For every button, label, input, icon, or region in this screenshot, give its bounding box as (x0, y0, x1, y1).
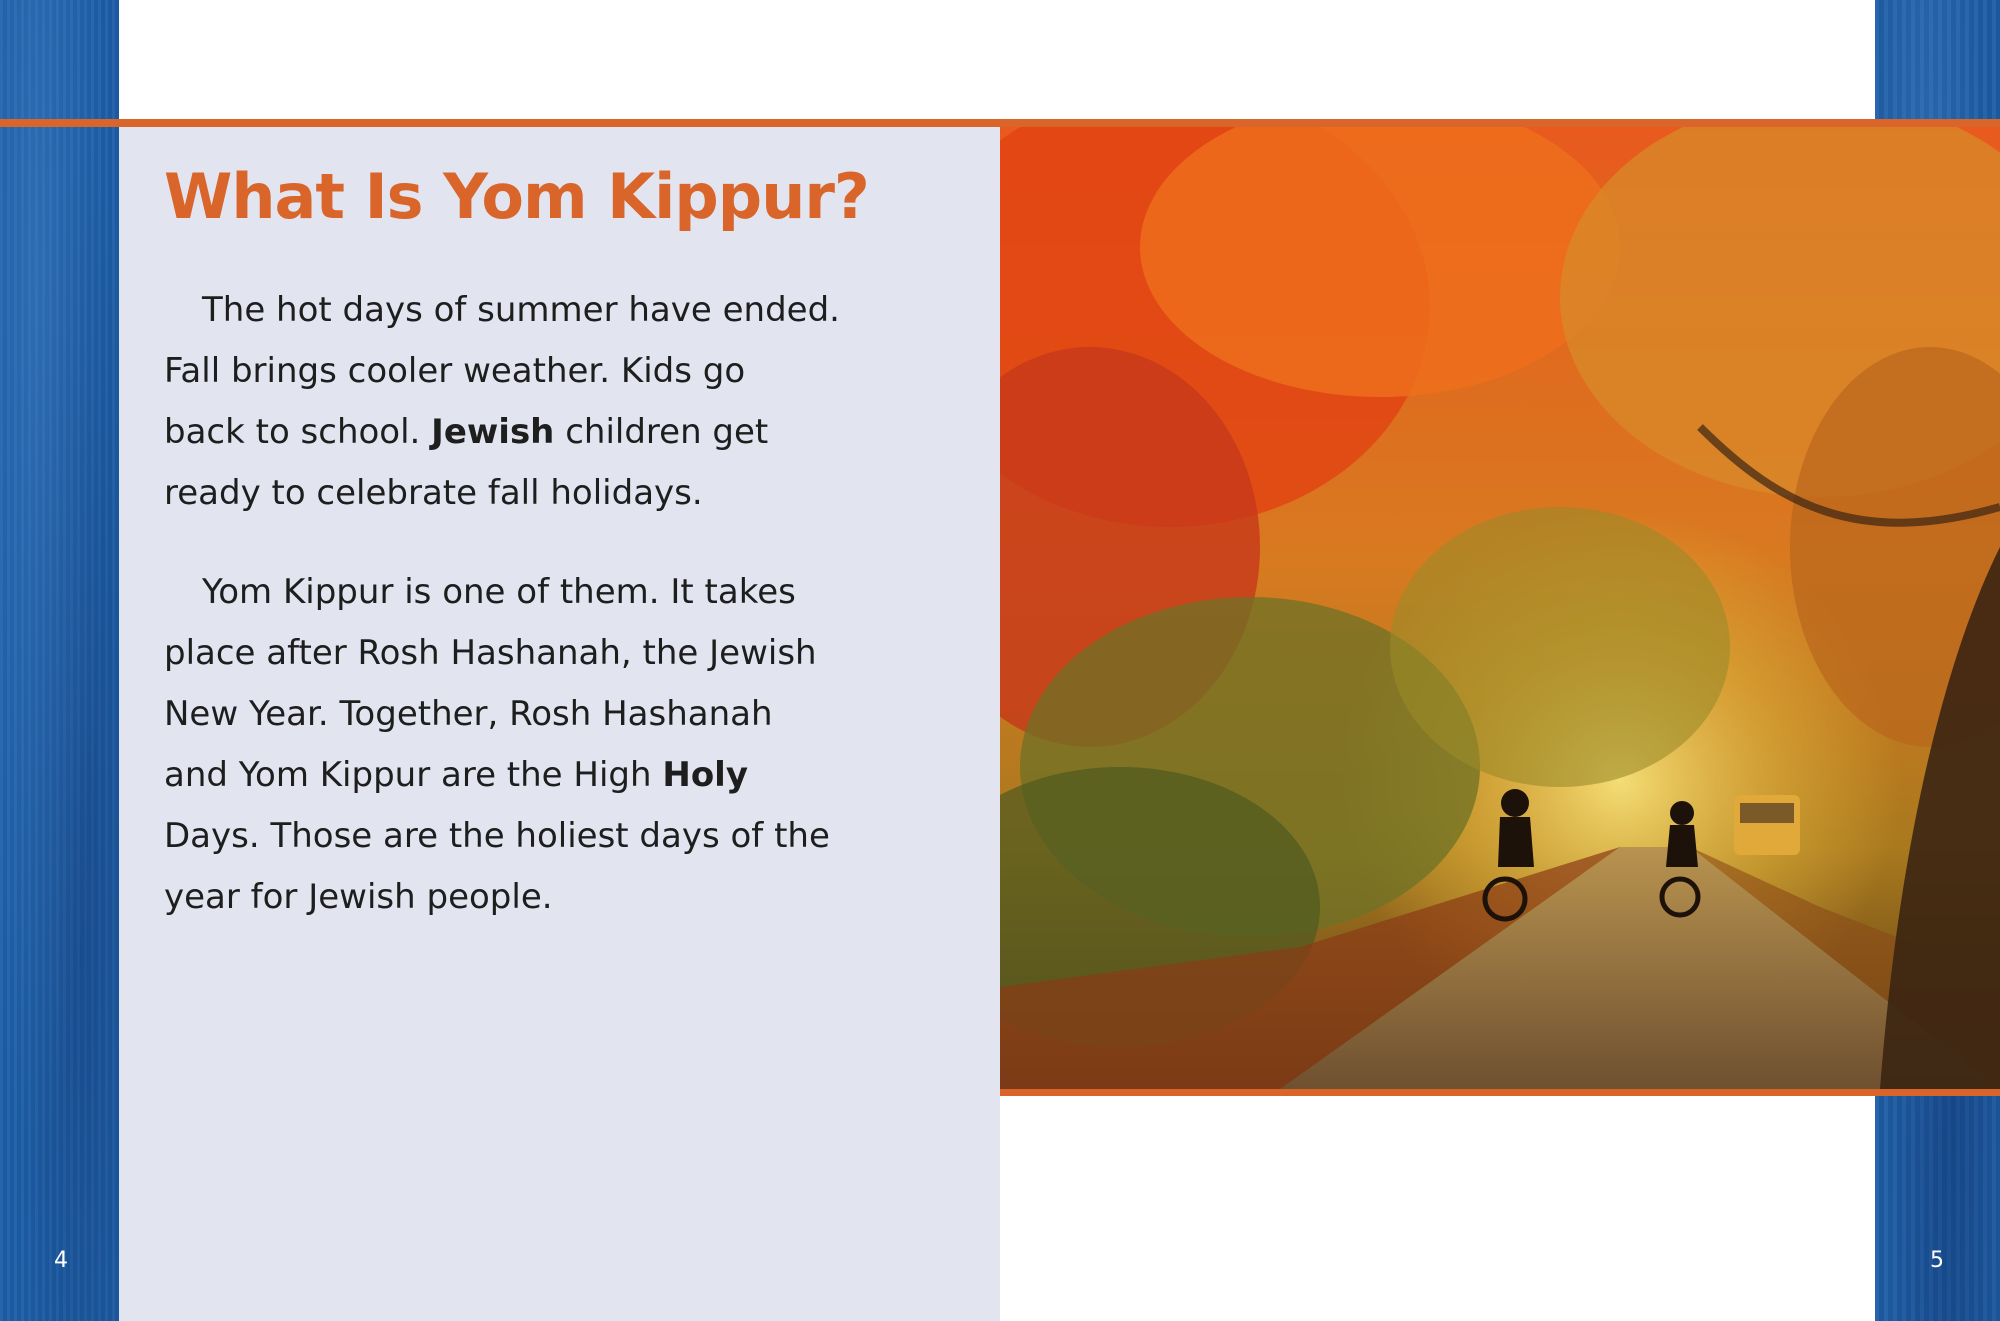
page-title: What Is Yom Kippur? (164, 160, 869, 233)
p2-line6: year for Jewish people. (164, 877, 553, 917)
p2-line2: place after Rosh Hashanah, the Jewish (164, 633, 817, 673)
page-number-left: 4 (54, 1248, 68, 1273)
left-blue-border (0, 0, 119, 1321)
glossary-word-jewish: Jewish (431, 412, 555, 452)
p1-line3b: children get (554, 412, 769, 452)
top-orange-rule (0, 119, 2000, 127)
paragraph-1 (164, 280, 864, 524)
p2-line1: Yom Kippur is one of them. It takes (202, 572, 796, 612)
p2-line3: New Year. Together, Rosh Hashanah (164, 694, 773, 734)
photo-bottom-rule (1000, 1089, 2000, 1096)
page-number-right: 5 (1930, 1248, 1944, 1273)
p1-line3a: back to school. (164, 412, 432, 452)
autumn-road-photo (1000, 127, 2000, 1089)
paragraph-2 (164, 562, 864, 928)
p2-line4a: and Yom Kippur are the High (164, 755, 663, 795)
p1-line4: ready to celebrate fall holidays. (164, 473, 703, 513)
p1-line2: Fall brings cooler weather. Kids go (164, 351, 746, 391)
glossary-word-holy: Holy (662, 755, 748, 795)
autumn-road-illustration (1000, 127, 2000, 1089)
p1-line1: The hot days of summer have ended. (202, 290, 840, 330)
p2-line5: Days. Those are the holiest days of the (164, 816, 830, 856)
